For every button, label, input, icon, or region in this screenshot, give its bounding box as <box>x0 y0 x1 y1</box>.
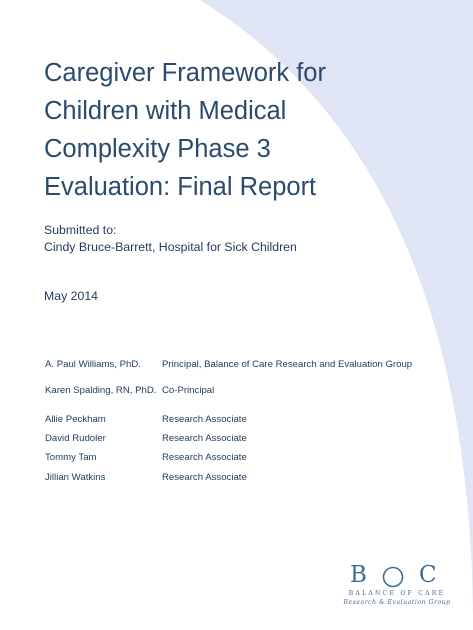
member-role: Co-Principal <box>162 385 215 396</box>
member-role: Principal, Balance of Care Research and Evaluation Group <box>162 359 413 370</box>
report-date: May 2014 <box>44 289 99 303</box>
member-name: Tommy Tam <box>45 452 97 463</box>
member-name: Allie Peckham <box>45 414 106 425</box>
title-line: Complexity Phase 3 <box>44 135 271 163</box>
logo-circle-icon <box>380 565 406 589</box>
report-title <box>44 54 444 206</box>
member-name: A. Paul Williams, PhD. <box>45 359 141 370</box>
submitted-to-recipient: Cindy Bruce-Barrett, Hospital for Sick Children <box>44 240 297 254</box>
title-line: Children with Medical <box>44 97 287 125</box>
logo-letter-b: B <box>350 562 367 588</box>
submitted-to-label: Submitted to: <box>44 223 117 237</box>
title-line: Caregiver Framework for <box>44 59 326 87</box>
logo-tagline: BALANCE OF CARE <box>348 590 446 597</box>
member-name: Jillian Watkins <box>45 472 106 483</box>
member-role: Research Associate <box>162 414 247 425</box>
logo-subtagline: Research & Evaluation Group <box>343 599 451 606</box>
logo-letter-c: C <box>419 562 437 588</box>
member-role: Research Associate <box>162 452 247 463</box>
logo-mark <box>338 562 456 590</box>
team-member <box>45 414 465 430</box>
team-member <box>45 452 465 468</box>
boc-logo <box>338 562 456 610</box>
member-name: David Rudoler <box>45 433 106 444</box>
title-line: Evaluation: Final Report <box>44 173 317 201</box>
team-member <box>45 385 465 401</box>
team-member <box>45 359 465 375</box>
member-role: Research Associate <box>162 472 247 483</box>
team-member <box>45 472 465 488</box>
team-member <box>45 433 465 449</box>
member-name: Karen Spalding, RN, PhD. <box>45 385 157 396</box>
member-role: Research Associate <box>162 433 247 444</box>
